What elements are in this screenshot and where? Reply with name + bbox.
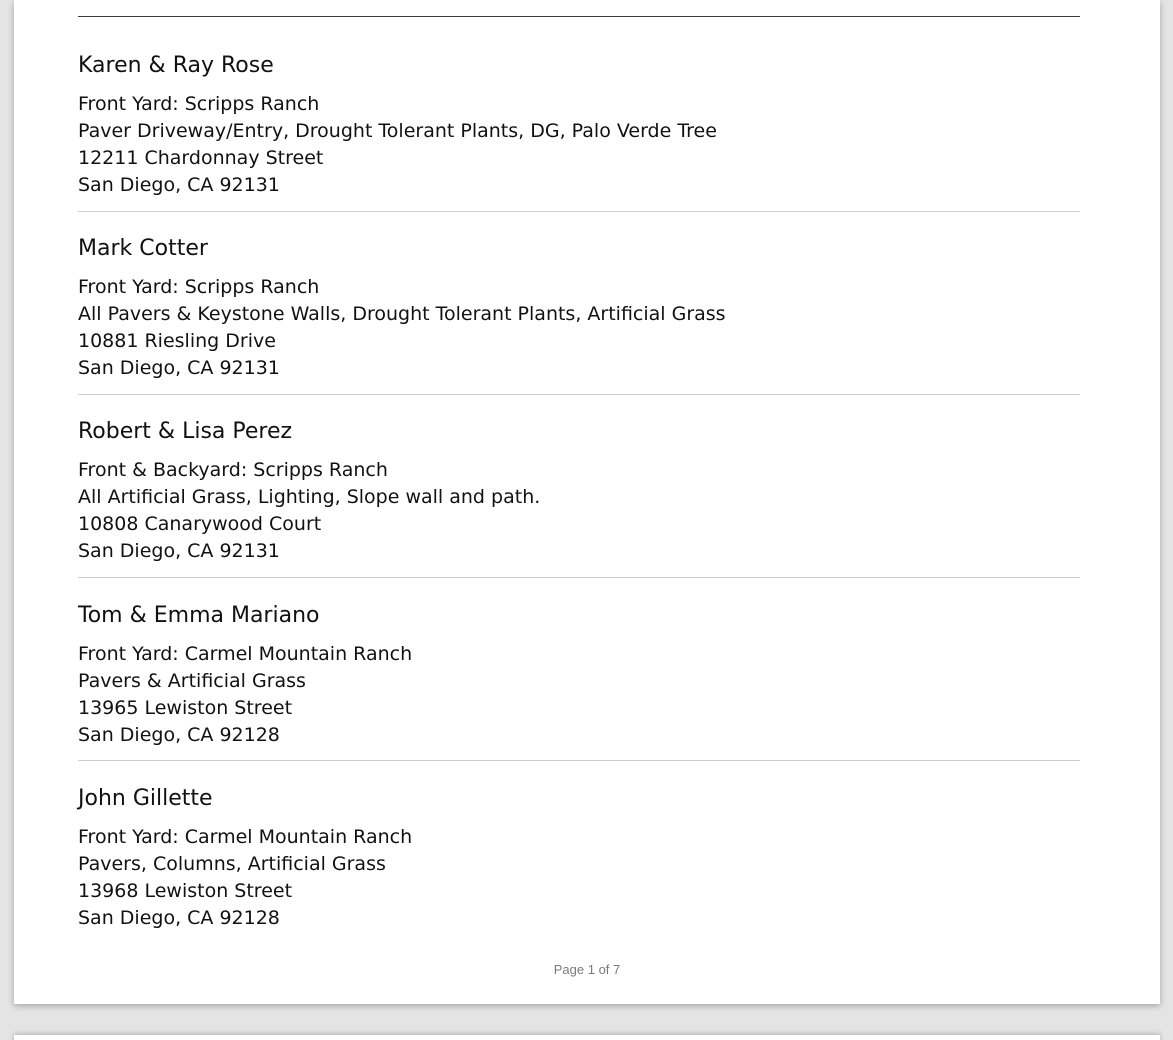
project-location: Front Yard: Carmel Mountain Ranch [78,643,413,665]
next-page-edge [14,1035,1160,1040]
client-name: Mark Cotter [78,236,208,261]
street-address: 10881 Riesling Drive [78,330,276,352]
project-description: All Pavers & Keystone Walls, Drought Tolerant Plants, Artificial Grass [78,303,726,325]
city-state-zip: San Diego, CA 92128 [78,907,280,929]
street-address: 13968 Lewiston Street [78,880,293,902]
entry-divider [78,577,1080,578]
top-rule [78,16,1080,17]
city-state-zip: San Diego, CA 92131 [78,540,280,562]
client-name: John Gillette [78,786,213,811]
entry-divider [78,760,1080,761]
client-entry [78,602,1080,749]
client-name: Robert & Lisa Perez [78,419,293,444]
project-location: Front & Backyard: Scripps Ranch [78,459,388,481]
street-address: 10808 Canarywood Court [78,513,322,535]
project-location: Front Yard: Scripps Ranch [78,276,320,298]
client-entry [78,235,1080,382]
client-name: Karen & Ray Rose [78,53,274,78]
project-description: All Artificial Grass, Lighting, Slope wall and path. [78,486,541,508]
city-state-zip: San Diego, CA 92131 [78,174,280,196]
project-description: Pavers & Artificial Grass [78,670,306,692]
client-name: Tom & Emma Mariano [78,603,320,628]
project-location: Front Yard: Scripps Ranch [78,93,320,115]
client-entry [78,418,1080,565]
city-state-zip: San Diego, CA 92131 [78,357,280,379]
project-description: Paver Driveway/Entry, Drought Tolerant Plants, DG, Palo Verde Tree [78,120,717,142]
street-address: 12211 Chardonnay Street [78,147,324,169]
project-description: Pavers, Columns, Artificial Grass [78,853,386,875]
document-page [14,0,1160,1004]
entry-divider [78,211,1080,212]
city-state-zip: San Diego, CA 92128 [78,724,280,746]
street-address: 13965 Lewiston Street [78,697,293,719]
client-entry [78,785,1080,932]
entry-divider [78,394,1080,395]
client-entry [78,52,1080,199]
project-location: Front Yard: Carmel Mountain Ranch [78,826,413,848]
page-number: Page 1 of 7 [553,962,621,977]
